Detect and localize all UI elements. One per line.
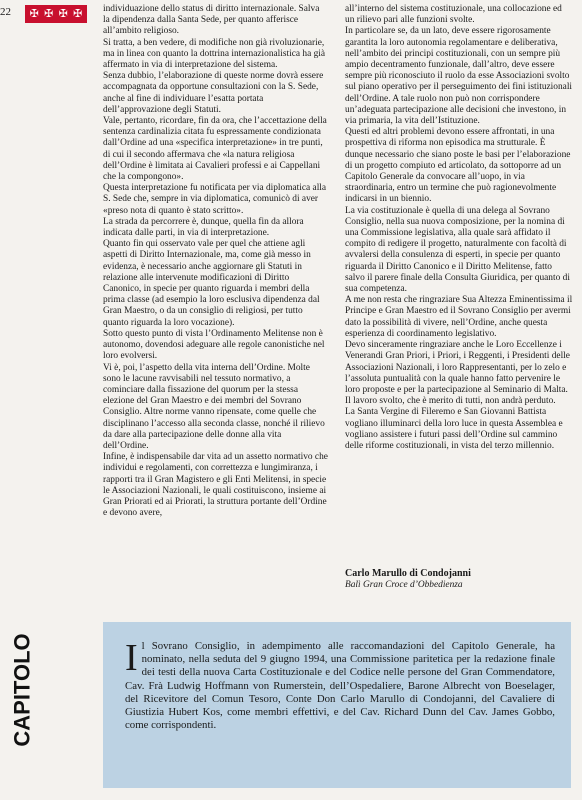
notice-body: l Sovrano Consiglio, in adempimento alle raccomandazioni del Capitolo Generale, ha nominato, nella seduta del 9 giugno 1994, una Commissione paritetica per la redazione finale dei testi della nuova Carta Costituzionale e del Codice nelle persone del Gran Commendatore, Cav. Frà Ludwig Hoffmann von Rumerstein, dell’Ospedaliere, Barone Albrecht von Boeselager, del Ricevitore del Comun Tesoro, Conte Don Carlo Marullo di Condojanni, del Cavaliere di Giustizia Hubert Kos, come membri effettivi, e del Cav. Richard Dunn del Cav. James Gobbo, come corrispondenti. [125, 640, 555, 732]
notice-text [125, 637, 555, 732]
paragraph: La via costituzionale è quella di una delega al Sovrano Consiglio, nella sua nuova composizione, per la nomina di una Commissione legislativa, alla quale sarà affidato il compito di redigere il progetto, naturalmente con facoltà di avvalersi della consulenza di esperti, in specie per quanto riguarda il Diritto Canonico e il Diritto Melitense, fatto salvo il parere finale della Consulta Giuridica, per quanto di sua competenza. [345, 205, 570, 295]
paragraph: Infine, è indispensabile dar vita ad un assetto normativo che individui e regolamenti, con correttezza e lungimiranza, i rapporti tra il Gran Magistero e gli Enti Melitensi, in specie le Associazioni Nazionali, le quali costituiscono, insieme ai Gran Priorati ed ai Priorati, la struttura portante dell’Ordine e devono avere, [103, 452, 328, 519]
author-name: Carlo Marullo di Condojanni [345, 568, 471, 579]
page-number: 22 [0, 6, 11, 18]
left-column [103, 4, 328, 519]
paragraph: Quanto fin qui osservato vale per quel che attiene agli aspetti di Diritto Internazionale, ma, come già messo in evidenza, è necessario anche aggiornare gli Statuti in relazione alle intervenute modificazioni di Diritto Canonico, in specie per quanto riguarda i membri della prima classe (ad esempio la loro esclusiva dipendenza dal Gran Maestro, o da un consiglio di religiosi, per tutto quanto riguarda la loro vocazione). [103, 239, 320, 328]
paragraph: La Santa Vergine di Fileremo e San Giovanni Battista vogliano illuminarci della loro luce in questa Assemblea e vogliano assistere i futuri passi dell’Ordine sul cammino delle riforme costituzionali, in vista del terzo millennio. [345, 407, 563, 451]
paragraph: individuazione dello status di diritto internazionale. Salva la dipendenza dalla Santa Sede, per quanto afferisce all’ambito religioso. [103, 4, 320, 37]
section-label-text: CAPITOLO [10, 633, 36, 747]
paragraph: Vi è, poi, l’aspetto della vita interna dell’Ordine. Molte sono le lacune ravvisabili nel tessuto normativo, a cominciare dalla fissazione del quorum per la stessa elezione del Gran Maestro e dei membri del Sovrano Consiglio. Altre norme vanno ripensate, come quelle che disciplinano l’accesso alla seconda classe, nonché il rilievo da dare alla partecipazione delle donne alla vita dell’Ordine. [103, 362, 325, 451]
maltese-cross-icon: ✠ [44, 7, 54, 20]
paragraph: Vale, pertanto, ricordare, fin da ora, che l’accettazione della sentenza cardinalizia citata fu espressamente condizionata dall’Ordine ad una «specifica interpretazione» in tre punti, di cui il secondo affermava che «la natura religiosa dell’Ordine è limitata ai Cavalieri professi e ai Cappellani che la compongono». [103, 116, 327, 183]
right-column [345, 4, 573, 452]
maltese-cross-icon: ✠ [73, 7, 83, 20]
paragraph: Senza dubbio, l’elaborazione di queste norme dovrà essere accompagnata da opportune consultazioni con la S. Sede, anche al fine di individuare l’esatta portata dell’approvazione degli Statuti. [103, 71, 324, 115]
paragraph: all’interno del sistema costituzionale, una collocazione ed un rilievo pari alle funzioni svolte. [345, 4, 562, 26]
section-label [8, 590, 38, 790]
drop-cap: I [125, 637, 138, 679]
maltese-cross-icon: ✠ [29, 7, 39, 20]
header-emblem [25, 5, 87, 23]
paragraph: Devo sinceramente ringraziare anche le Loro Eccellenze i Venerandi Gran Priori, i Priori, i Reggenti, i Presidenti delle Associazioni Nazionali, i loro Rappresentanti, per lo zelo e l’assoluta puntualità con la quale hanno fatto pervenire le loro proposte e per la partecipazione al Seminario di Malta. Il lavoro svolto, che è merito di tutti, non andrà perduto. [345, 340, 570, 407]
paragraph: A me non resta che ringraziare Sua Altezza Eminentissima il Principe e Gran Maestro ed il Sovrano Consiglio per avermi dato la possibilità di vivere, nell’Ordine, anche questa esperienza di coordinamento legislativo. [345, 295, 573, 339]
author-title: Balì Gran Croce d’Obbedienza [345, 580, 463, 590]
paragraph: Si tratta, a ben vedere, di modifiche non già rivoluzionarie, ma in linea con quanto la dottrina internazionalistica ha già affermato in via di interpretazione del sistema. [103, 37, 326, 71]
paragraph: In particolare se, da un lato, deve essere rigorosamente garantita la loro autonomia regolamentare e deliberativa, nell’ambito dei principi costituzionali, con un sempre più ampio decentramento funzionale, dall’altro, deve essere sempre più riconosciuto il ruolo da esse Associazioni svolto sul piano operativo per il perseguimento dei fini istituzionali dell’Ordine. A tale ruolo non può non corrispondere un’adeguata partecipazione alle decisioni che investono, in via primaria, la vita dell’Istituzione. [345, 26, 573, 127]
maltese-cross-icon: ✠ [58, 7, 68, 20]
notice-box [103, 622, 571, 788]
paragraph: La strada da percorrere è, dunque, quella fin da allora indicata dalle parti, in via di interpretazione. [103, 216, 304, 239]
paragraph: Questa interpretazione fu notificata per via diplomatica alla S. Sede che, sempre in via diplomatica, comunicò di aver «preso nota di quanto è stato scritto». [103, 183, 327, 216]
paragraph: Questi ed altri problemi devono essere affrontati, in una prospettiva di riforma non episodica ma strutturale. È dunque necessario che siano poste le basi per l’elaborazione di un progetto compiuto ed articolato, da sottoporre ad un Capitolo Generale da convocare all’uopo, in via straordinaria, entro un termine che può ragionevolmente indicarsi in un biennio. [345, 127, 571, 205]
paragraph: Sotto questo punto di vista l’Ordinamento Melitense non è autonomo, dovendosi adeguare alle regole canonistiche nel loro evolversi. [103, 328, 325, 362]
